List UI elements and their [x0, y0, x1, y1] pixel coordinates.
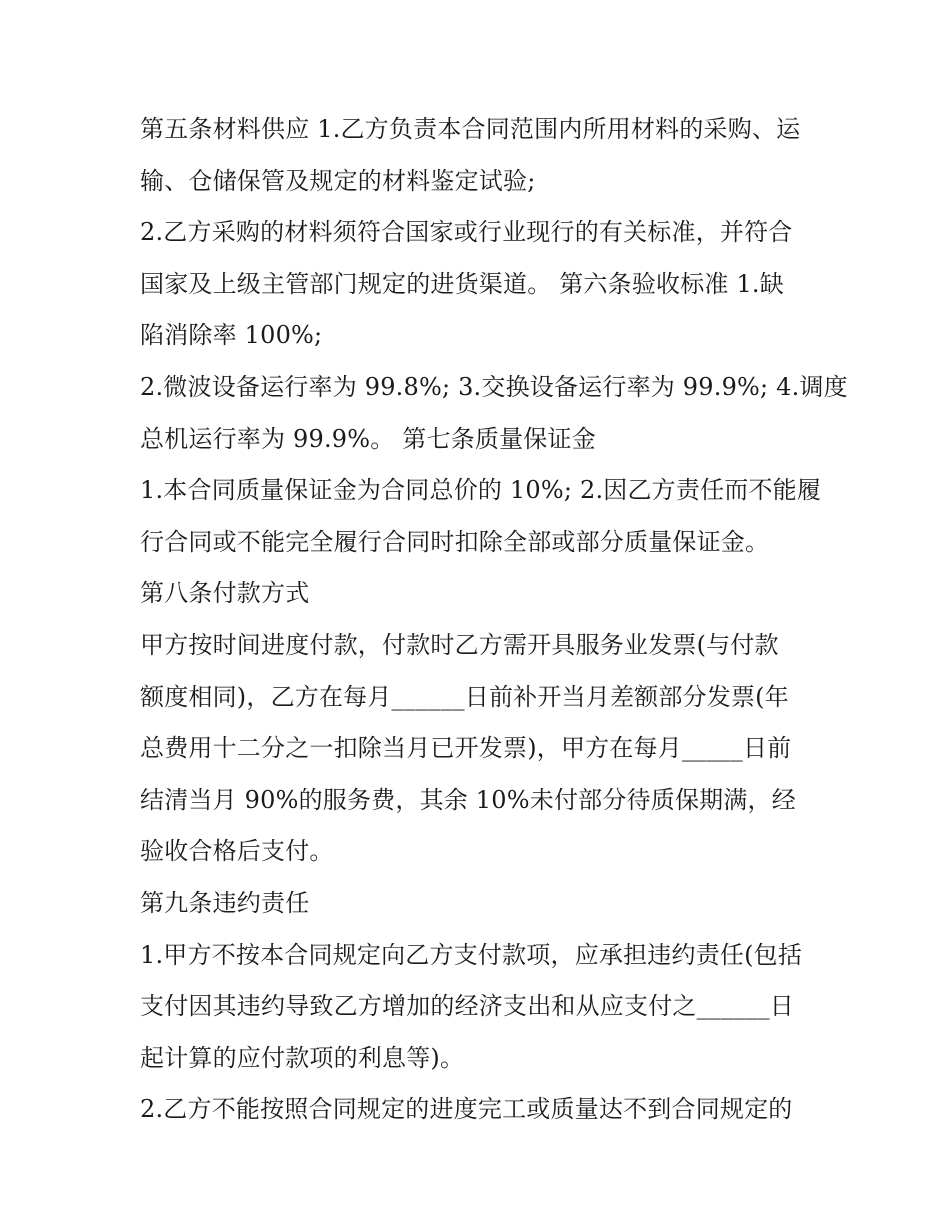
- text-line: 甲方按时间进度付款，付款时乙方需开具服务业发票(与付款: [140, 630, 779, 659]
- section-heading: 第九条违约责任: [140, 888, 310, 917]
- text-line: 2.乙方采购的材料须符合国家或行业现行的有关标准，并符合: [140, 218, 793, 247]
- text-line: 额度相同)，乙方在每月______日前补开当月差额部分发票(年: [140, 682, 789, 711]
- text-line: 陷消除率 100%;: [140, 321, 323, 350]
- text-line: 验收合格后支付。: [140, 837, 334, 866]
- text-line: 总费用十二分之一扣除当月已开发票)，甲方在每月_____日前: [140, 734, 792, 763]
- text-line: 起计算的应付款项的利息等)。: [140, 1043, 465, 1072]
- text-line: 第五条材料供应 1.乙方负责本合同范围内所用材料的采购、运: [140, 115, 801, 143]
- text-line: 1.甲方不按本合同规定向乙方支付款项，应承担违约责任(包括: [140, 940, 803, 969]
- text-line: 结清当月 90%的服务费，其余 10%未付部分待质保期满，经: [140, 785, 796, 814]
- text-line: 国家及上级主管部门规定的进货渠道。 第六条验收标准 1.缺: [140, 269, 784, 298]
- contract-text: [140, 104, 848, 1136]
- text-line: 总机运行率为 99.9%。 第七条质量保证金: [140, 424, 596, 453]
- section-heading: 第八条付款方式: [140, 579, 310, 608]
- text-line: 1.本合同质量保证金为合同总价的 10%; 2.因乙方责任而不能履: [140, 476, 822, 505]
- text-line: 支付因其违约导致乙方增加的经济支出和从应支付之______日: [140, 992, 794, 1021]
- text-line: 2.乙方不能按照合同规定的进度完工或质量达不到合同规定的: [140, 1095, 793, 1124]
- text-line: 2.微波设备运行率为 99.8%; 3.交换设备运行率为 99.9%; 4.调度: [140, 372, 848, 401]
- text-line: 行合同或不能完全履行合同时扣除全部或部分质量保证金。: [140, 527, 770, 556]
- text-line: 输、仓储保管及规定的材料鉴定试验;: [140, 166, 536, 195]
